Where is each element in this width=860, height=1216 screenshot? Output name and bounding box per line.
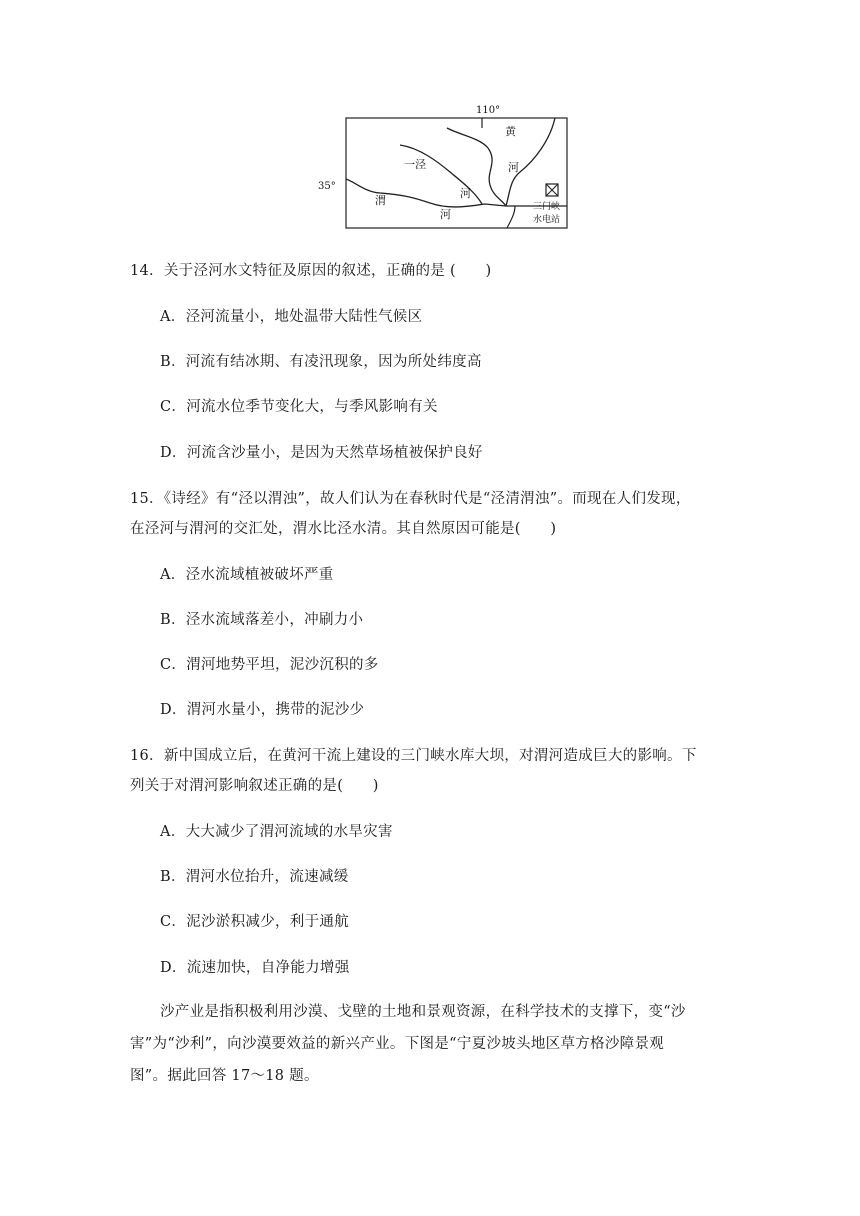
question-14-option-d: D．河流含沙量小，是因为天然草场植被保护良好 [160,445,483,461]
question-16-option-c: C．泥沙淤积减少，利于通航 [160,914,349,930]
dam-label-2: 水电站 [533,215,561,225]
tributary-line [507,206,515,228]
question-16-option-d: D．流速加快，自净能力增强 [160,960,350,976]
question-16-stem-line-2: 列关于对渭河影响叙述正确的是( ) [130,778,379,794]
question-14-option-c: C．河流水位季节变化大，与季风影响有关 [160,399,438,415]
question-16-stem-line-1: 16．新中国成立后，在黄河干流上建设的三门峡水库大坝，对渭河造成巨大的影响。下 [130,748,697,764]
dam-label-1: 三门峡 [533,202,561,212]
passage-line-2: 害”为“沙利”，向沙漠要效益的新兴产业。下图是“宁夏沙坡头地区草方格沙障景观 [130,1036,665,1052]
question-14-option-a: A．泾河流量小，地处温带大陆性气候区 [160,309,423,325]
wei-river-label-2: 河 [440,208,451,221]
question-14-stem: 14．关于泾河水文特征及原因的叙述，正确的是 ( ) [130,263,492,279]
jing-river-label-2: 河 [460,187,471,200]
question-14-option-b: B．河流有结冰期、有凌汛现象，因为所处纬度高 [160,354,482,370]
question-15-stem-line-1: 15．《诗经》有“泾以渭浊”，故人们认为在春秋时代是“泾清渭浊”。而现在人们发现， [130,491,691,507]
passage-line-1: 沙产业是指积极利用沙漠、戈壁的土地和景观资源，在科学技术的支撑下，变“沙 [160,1004,686,1020]
question-15-option-a: A．泾水流域植被破坏严重 [160,567,334,583]
question-15-stem-line-2: 在泾河与渭河的交汇处，渭水比泾水清。其自然原因可能是( ) [130,521,557,537]
question-15-option-c: C．渭河地势平坦，泥沙沉积的多 [160,657,379,673]
jing-river-label-1: 一泾 [404,158,426,171]
yellow-river-label-1: 黄 [505,125,516,138]
passage-line-3: 图”。据此回答 17～18 题。 [130,1068,319,1084]
latitude-label: 35° [318,181,336,192]
wei-river-label-1: 渭 [375,194,386,207]
yellow-river-label-2: 河 [508,161,519,174]
river-map-figure [310,100,580,230]
question-15-option-d: D．渭河水量小，携带的泥沙少 [160,702,365,718]
question-15-option-b: B．泾水流域落差小，冲刷力小 [160,612,364,628]
longitude-label: 110° [476,105,501,116]
question-16-option-a: A．大大减少了渭河流域的水旱灾害 [160,824,393,840]
river-map-svg [310,100,580,230]
question-16-option-b: B．渭河水位抬升，流速减缓 [160,869,349,885]
